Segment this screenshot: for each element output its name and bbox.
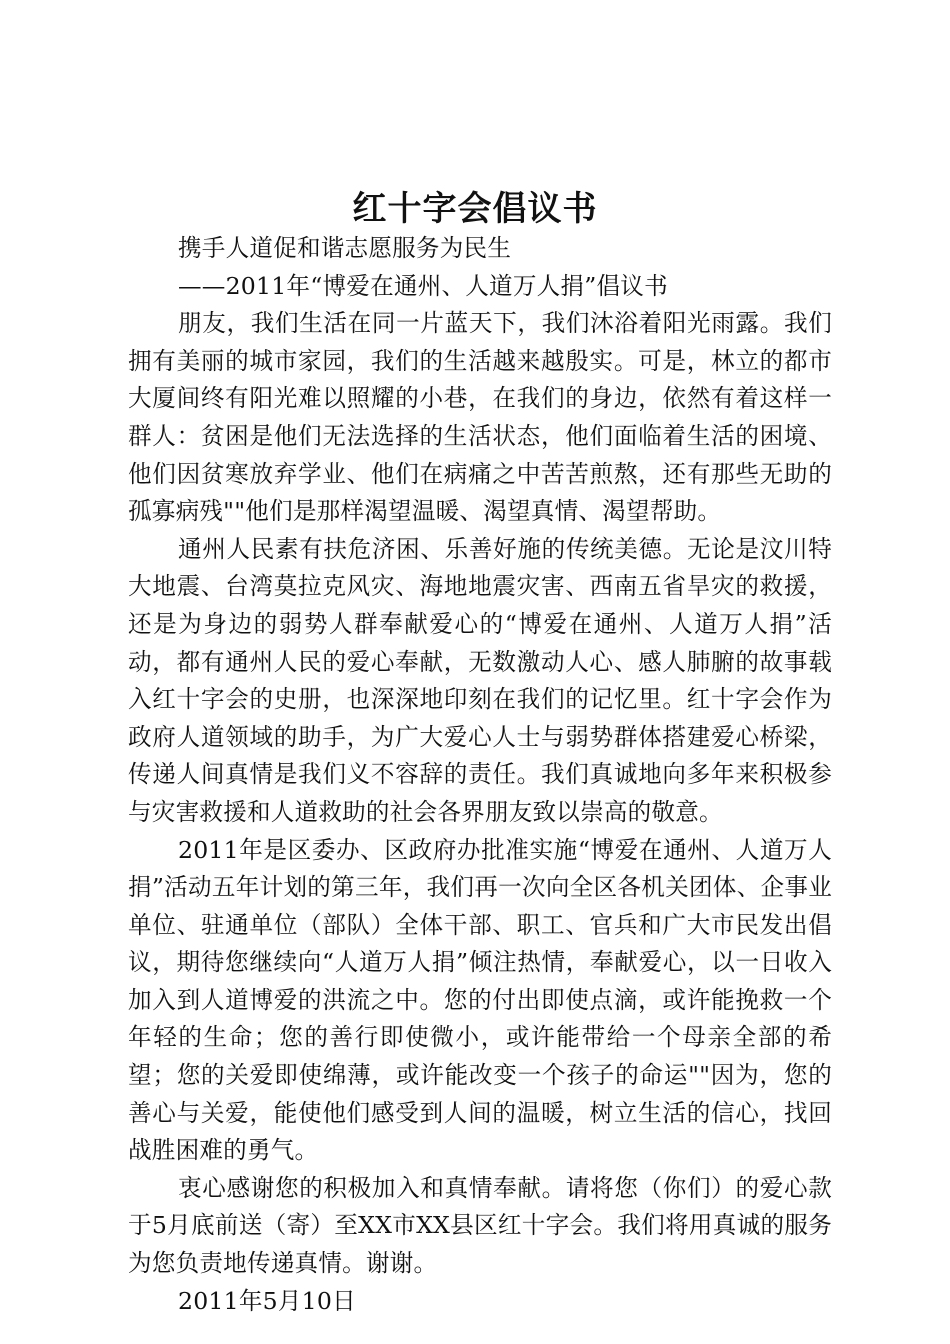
document-date: 2011年5月10日 xyxy=(178,1286,356,1315)
document-body xyxy=(128,230,832,1320)
paragraph-2: 通州人民素有扶危济困、乐善好施的传统美德。无论是汶川特大地震、台湾莫拉克风灾、海地地震灾害、西南五省旱灾的救援，还是为身边的弱势人群奉献爱心的“博爱在通州、人道万人捐”活动，都有通州人民的爱心奉献，无数激动人心、感人肺腑的故事载入红十字会的史册，也深深地印刻在我们的记忆里。红十字会作为政府人道领域的助手，为广大爱心人士与弱势群体搭建爱心桥梁，传递人间真情是我们义不容辞的责任。我们真诚地向多年来积极参与灾害救援和人道救助的社会各界朋友致以崇高的敬意。 xyxy=(128,534,832,826)
document-title: 红十字会倡议书 xyxy=(352,189,598,229)
paragraph-1: 朋友，我们生活在同一片蓝天下，我们沐浴着阳光雨露。我们拥有美丽的城市家园，我们的生活越来越殷实。可是，林立的都市大厦间终有阳光难以照耀的小巷，在我们的身边，依然有着这样一群人：贫困是他们无法选择的生活状态，他们面临着生活的困境、他们因贫寒放弃学业、他们在病痛之中苦苦煎熬，还有那些无助的孤寡病残""他们是那样渴望温暖、渴望真情、渴望帮助。 xyxy=(128,309,832,526)
subtitle-proposal: ——2011年“博爱在通州、人道万人捐”倡议书 xyxy=(178,271,668,300)
paragraph-3: 2011年是区委办、区政府办批准实施“博爱在通州、人道万人捐”活动五年计划的第三年，我们再一次向全区各机关团体、企事业单位、驻通单位（部队）全体干部、职工、官兵和广大市民发出倡议，期待您继续向“人道万人捐”倾注热情，奉献爱心，以一日收入加入到人道博爱的洪流之中。您的付出即使点滴，或许能挽救一个年轻的生命；您的善行即使微小，或许能带给一个母亲全部的希望；您的关爱即使绵薄，或许能改变一个孩子的命运""因为，您的善心与关爱，能使他们感受到人间的温暖，树立生活的信心，找回战胜困难的勇气。 xyxy=(128,835,832,1165)
subtitle-slogan: 携手人道促和谐志愿服务为民生 xyxy=(178,234,512,262)
paragraph-4: 衷心感谢您的积极加入和真情奉献。请将您（你们）的爱心款于5月底前送（寄）至XX市XX县区红十字会。我们将用真诚的服务为您负责地传递真情。谢谢。 xyxy=(128,1173,832,1278)
